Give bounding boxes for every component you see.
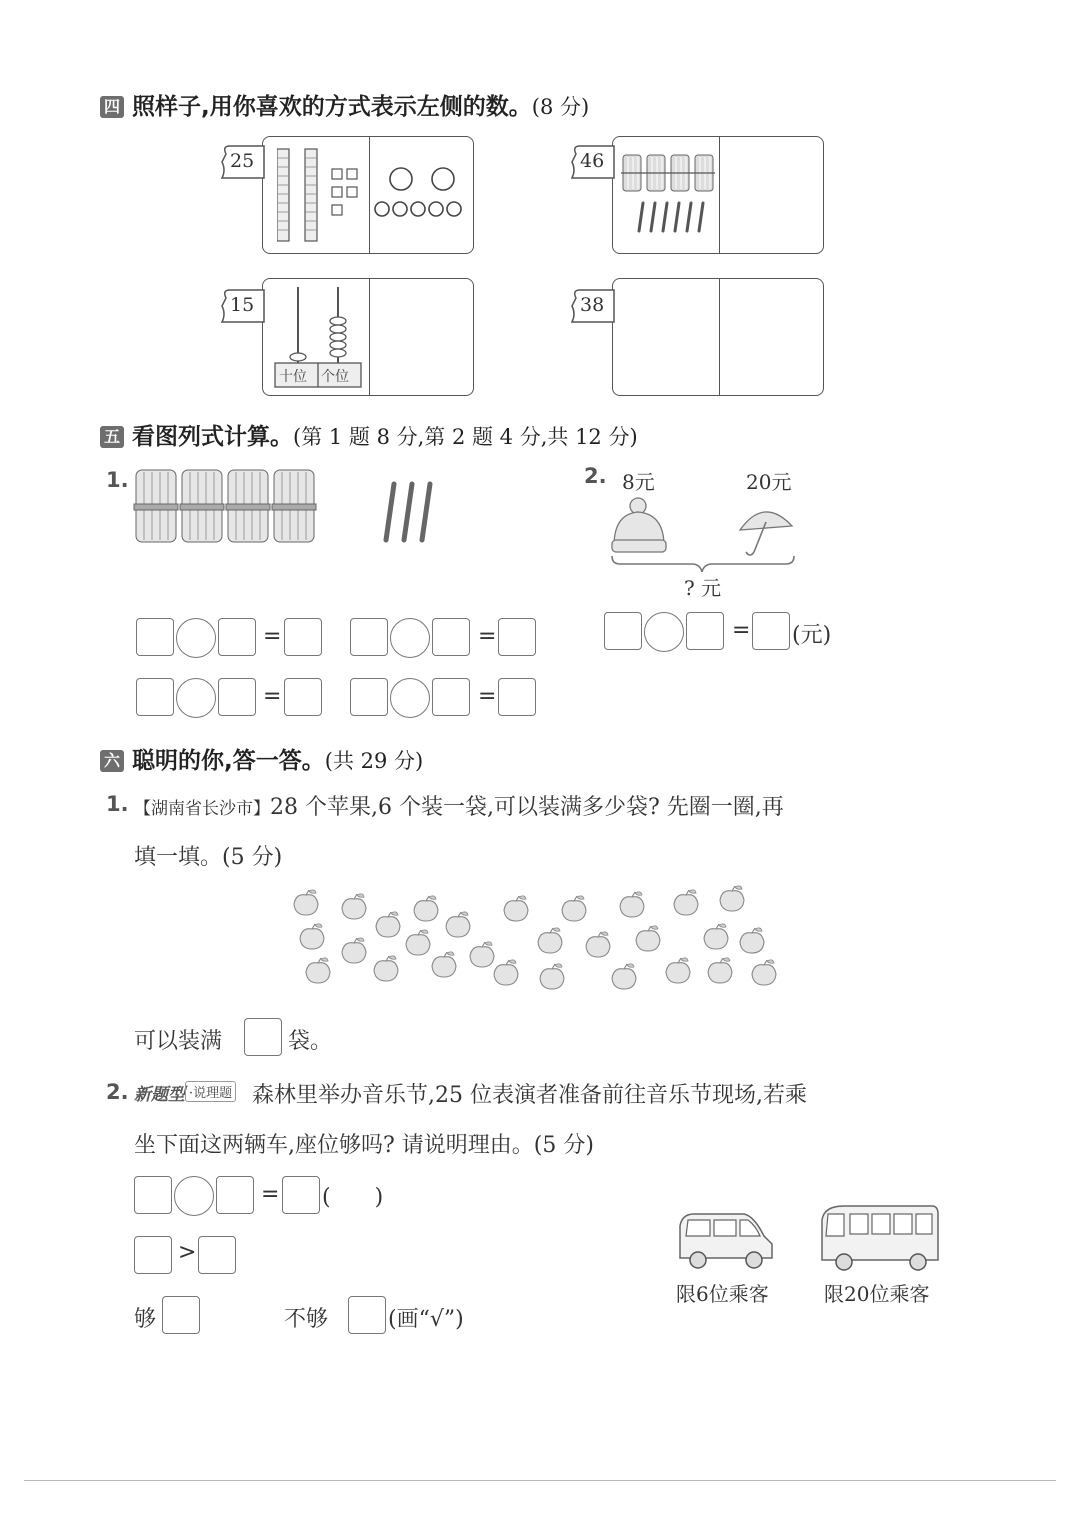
s6-q2-text-line2: 坐下面这两辆车,座位够吗? 请说明理由。(5 分): [134, 1133, 594, 1158]
umbrella-price: 20元: [746, 470, 792, 494]
van-capacity-label: 限6位乘客: [676, 1282, 769, 1306]
hat-price: 8元: [622, 470, 655, 494]
van-icon: [674, 1206, 778, 1276]
representation-panel-38[interactable]: [612, 278, 824, 396]
representation-panel-46: [612, 136, 824, 254]
s6-q2-label: 2.: [106, 1080, 129, 1104]
section-4-number: 四: [100, 96, 124, 118]
number-flag-15: 15: [220, 288, 266, 324]
number-flag-38: 38: [570, 288, 616, 324]
s6-q1-text-line2: 填一填。(5 分): [134, 845, 283, 870]
enough-label: 够: [134, 1307, 157, 1332]
answer-box[interactable]: [432, 618, 470, 656]
operator-circle[interactable]: [174, 1176, 214, 1216]
operator-circle[interactable]: [176, 678, 216, 718]
s6-q1-label: 1.: [106, 792, 129, 816]
answer-box[interactable]: [752, 612, 790, 650]
operator-circle[interactable]: [390, 678, 430, 718]
greater-than-sign: >: [178, 1240, 197, 1265]
answer-box[interactable]: [136, 678, 174, 716]
total-price-label: ? 元: [684, 576, 722, 600]
answer-box[interactable]: [136, 618, 174, 656]
answer-box[interactable]: [350, 678, 388, 716]
section-4-title: 四 照样子,用你喜欢的方式表示左侧的数。(8 分): [100, 88, 589, 121]
apples-group-icon: [288, 880, 788, 998]
answer-box[interactable]: [216, 1176, 254, 1214]
answer-box[interactable]: [282, 1176, 320, 1214]
yuan-unit: (元): [792, 623, 832, 648]
operator-circle[interactable]: [644, 612, 684, 652]
s6-q1-text-line1: 【湖南省长沙市】28 个苹果,6 个装一袋,可以装满多少袋? 先圈一圈,再: [134, 795, 784, 820]
answer-box[interactable]: [604, 612, 642, 650]
bus-capacity-label: 限20位乘客: [824, 1282, 930, 1306]
footer-divider: [24, 1480, 1056, 1481]
s6-q1-answer-prefix: 可以装满: [134, 1029, 223, 1054]
s6-q2-text-line1: 森林里举办音乐节,25 位表演者准备前往音乐节现场,若乘: [252, 1083, 807, 1108]
new-question-type-tag: 新题型 ·说理题: [134, 1080, 236, 1105]
stick-bundles-icon: [619, 151, 719, 241]
draw-check-instruction: (画“√”): [388, 1307, 464, 1332]
enough-check-box[interactable]: [162, 1296, 200, 1334]
s5-q2-label: 2.: [584, 464, 607, 488]
abacus-tens-label: 十位: [279, 369, 307, 385]
equals-sign: =: [732, 618, 751, 643]
representation-panel-15: [262, 278, 474, 396]
answer-box[interactable]: [498, 618, 536, 656]
equals-sign: =: [263, 684, 282, 709]
operator-circle[interactable]: [176, 618, 216, 658]
answer-box[interactable]: [350, 618, 388, 656]
equals-sign: =: [478, 684, 497, 709]
answer-box[interactable]: [218, 618, 256, 656]
section-5-title: 五 看图列式计算。(第 1 题 8 分,第 2 题 4 分,共 12 分): [100, 418, 638, 451]
place-value-blocks-icon: [277, 145, 367, 245]
representation-panel-25: [262, 136, 474, 254]
answer-box[interactable]: [198, 1236, 236, 1274]
answer-box[interactable]: [134, 1236, 172, 1274]
abacus-ones-label: 个位: [321, 369, 349, 385]
number-flag-46: 46: [570, 144, 616, 180]
section-5-number: 五: [100, 426, 124, 448]
equals-sign: =: [261, 1182, 280, 1207]
answer-box[interactable]: [686, 612, 724, 650]
s5-q1-label: 1.: [106, 468, 129, 492]
equals-sign: =: [478, 624, 497, 649]
bus-icon: [814, 1200, 944, 1276]
answer-box[interactable]: [284, 678, 322, 716]
circles-representation-icon: [371, 161, 471, 221]
not-enough-label: 不够: [284, 1307, 329, 1332]
unit-blank[interactable]: ( ): [322, 1185, 384, 1210]
answer-box[interactable]: [218, 678, 256, 716]
hat-umbrella-brace-icon: [604, 496, 804, 572]
section-6-title: 六 聪明的你,答一答。(共 29 分): [100, 742, 423, 775]
answer-box[interactable]: [134, 1176, 172, 1214]
answer-box[interactable]: [432, 678, 470, 716]
not-enough-check-box[interactable]: [348, 1296, 386, 1334]
number-flag-25: 25: [220, 144, 266, 180]
equals-sign: =: [263, 624, 282, 649]
answer-box[interactable]: [284, 618, 322, 656]
bags-answer-box[interactable]: [244, 1018, 282, 1056]
section-6-number: 六: [100, 750, 124, 772]
s6-q1-answer-suffix: 袋。: [288, 1029, 333, 1054]
answer-box[interactable]: [498, 678, 536, 716]
stick-bundles-and-sticks-icon: [132, 466, 442, 548]
operator-circle[interactable]: [390, 618, 430, 658]
